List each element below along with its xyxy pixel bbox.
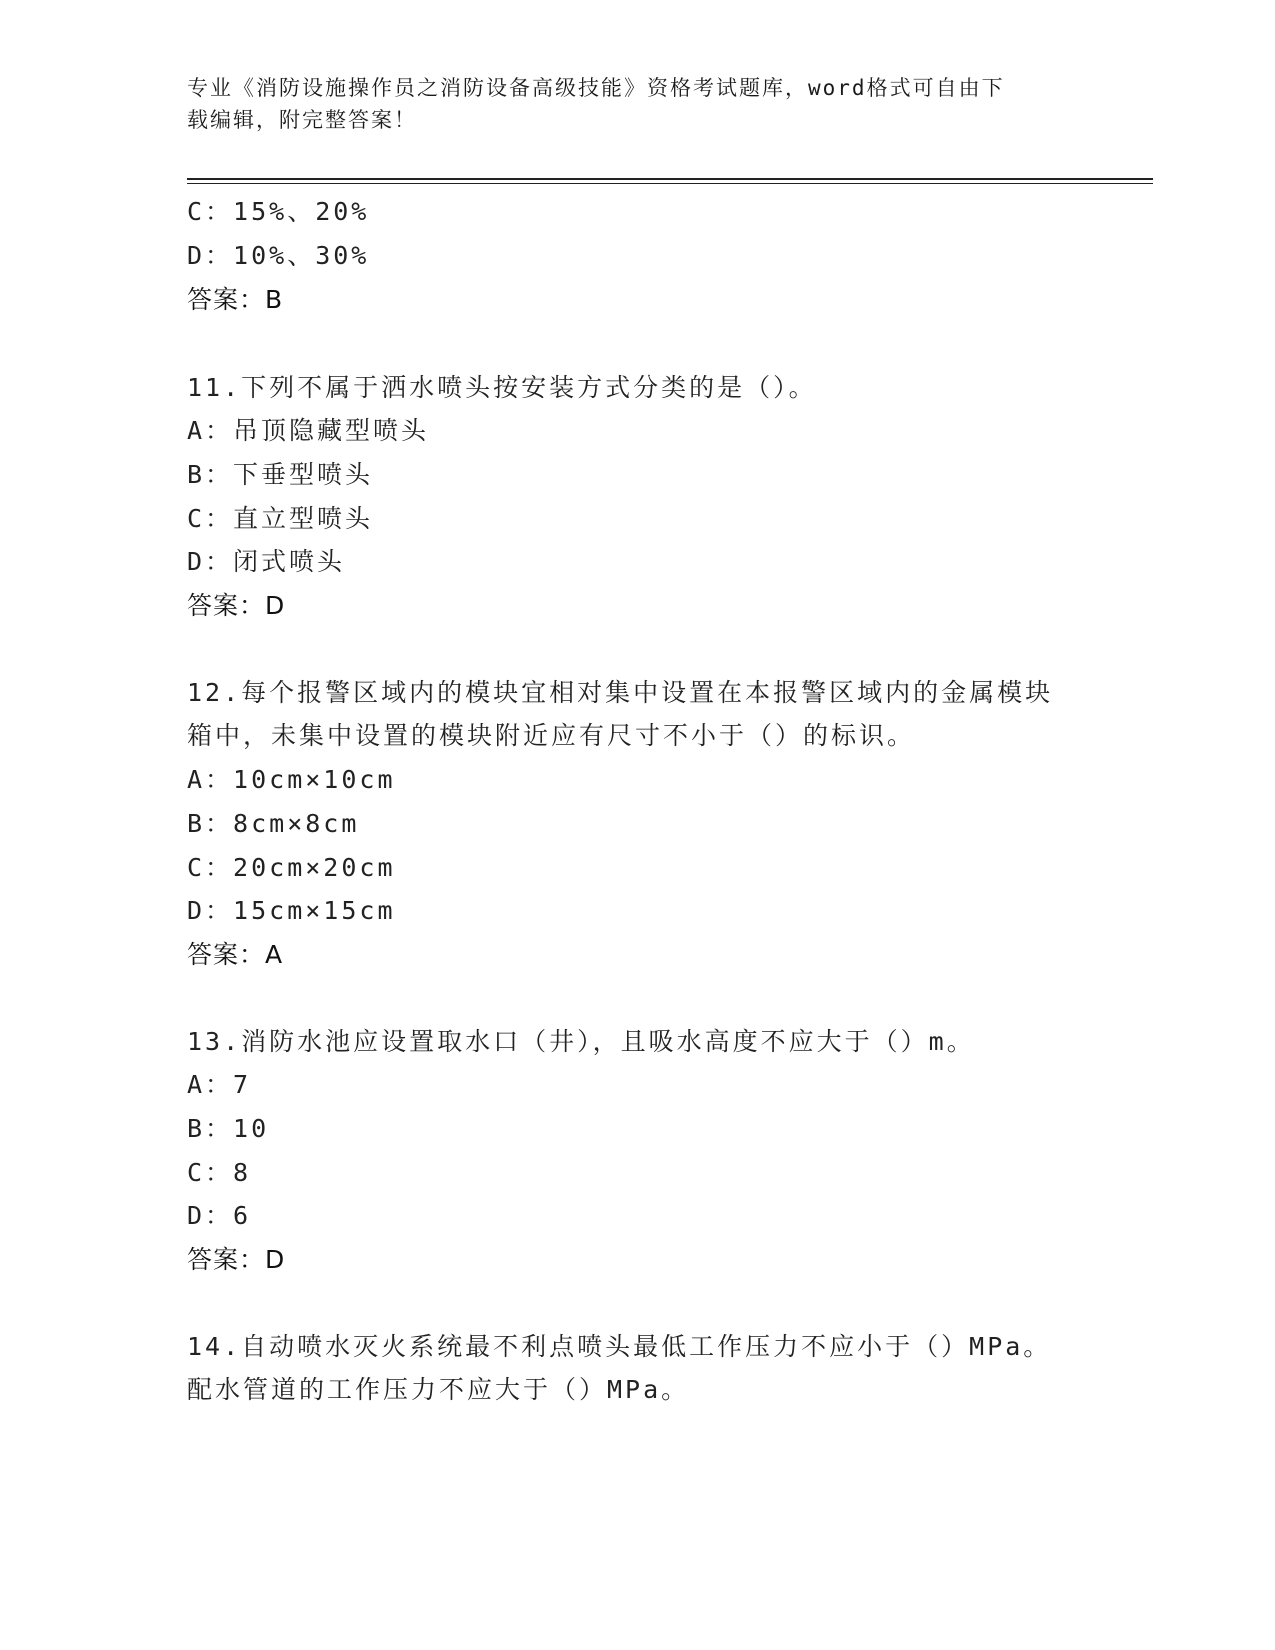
option-line: A：7 (187, 1070, 252, 1099)
question-stem: 12.每个报警区域内的模块宜相对集中设置在本报警区域内的金属模块 (187, 678, 1054, 707)
option-line: A：10cm×10cm (187, 765, 396, 794)
option-line: D：10%、30% (187, 241, 370, 270)
option-line: D：闭式喷头 (187, 547, 346, 576)
option-line: C：8 (187, 1158, 252, 1187)
header-line-1: 专业《消防设施操作员之消防设备高级技能》资格考试题库，word格式可自由下 (187, 76, 1005, 100)
option-line: B：10 (187, 1114, 270, 1143)
answer-line: 答案：A (187, 940, 284, 969)
option-line: B：8cm×8cm (187, 809, 360, 838)
document-header (187, 72, 1067, 136)
question-stem: 14.自动喷水灭火系统最不利点喷头最低工作压力不应小于（）MPa。 (187, 1332, 1052, 1361)
option-line: D：6 (187, 1201, 252, 1230)
option-line: C：15%、20% (187, 197, 370, 226)
answer-line: 答案：D (187, 1245, 286, 1274)
header-line-2: 载编辑，附完整答案！ (187, 108, 417, 132)
question-stem: 箱中，未集中设置的模块附近应有尺寸不小于（）的标识。 (187, 721, 916, 750)
option-line: A：吊顶隐藏型喷头 (187, 416, 430, 445)
option-line: C：直立型喷头 (187, 504, 374, 533)
option-line: B：下垂型喷头 (187, 460, 374, 489)
answer-line: 答案：D (187, 591, 286, 620)
option-line: C：20cm×20cm (187, 853, 396, 882)
question-stem: 配水管道的工作压力不应大于（）MPa。 (187, 1375, 690, 1404)
header-divider-thick (187, 178, 1153, 180)
question-stem: 13.消防水池应设置取水口（井），且吸水高度不应大于（）m。 (187, 1027, 975, 1056)
header-divider-thin (187, 183, 1153, 184)
question-stem: 11.下列不属于洒水喷头按安装方式分类的是（）。 (187, 373, 817, 402)
answer-line: 答案：B (187, 285, 284, 314)
option-line: D：15cm×15cm (187, 896, 396, 925)
